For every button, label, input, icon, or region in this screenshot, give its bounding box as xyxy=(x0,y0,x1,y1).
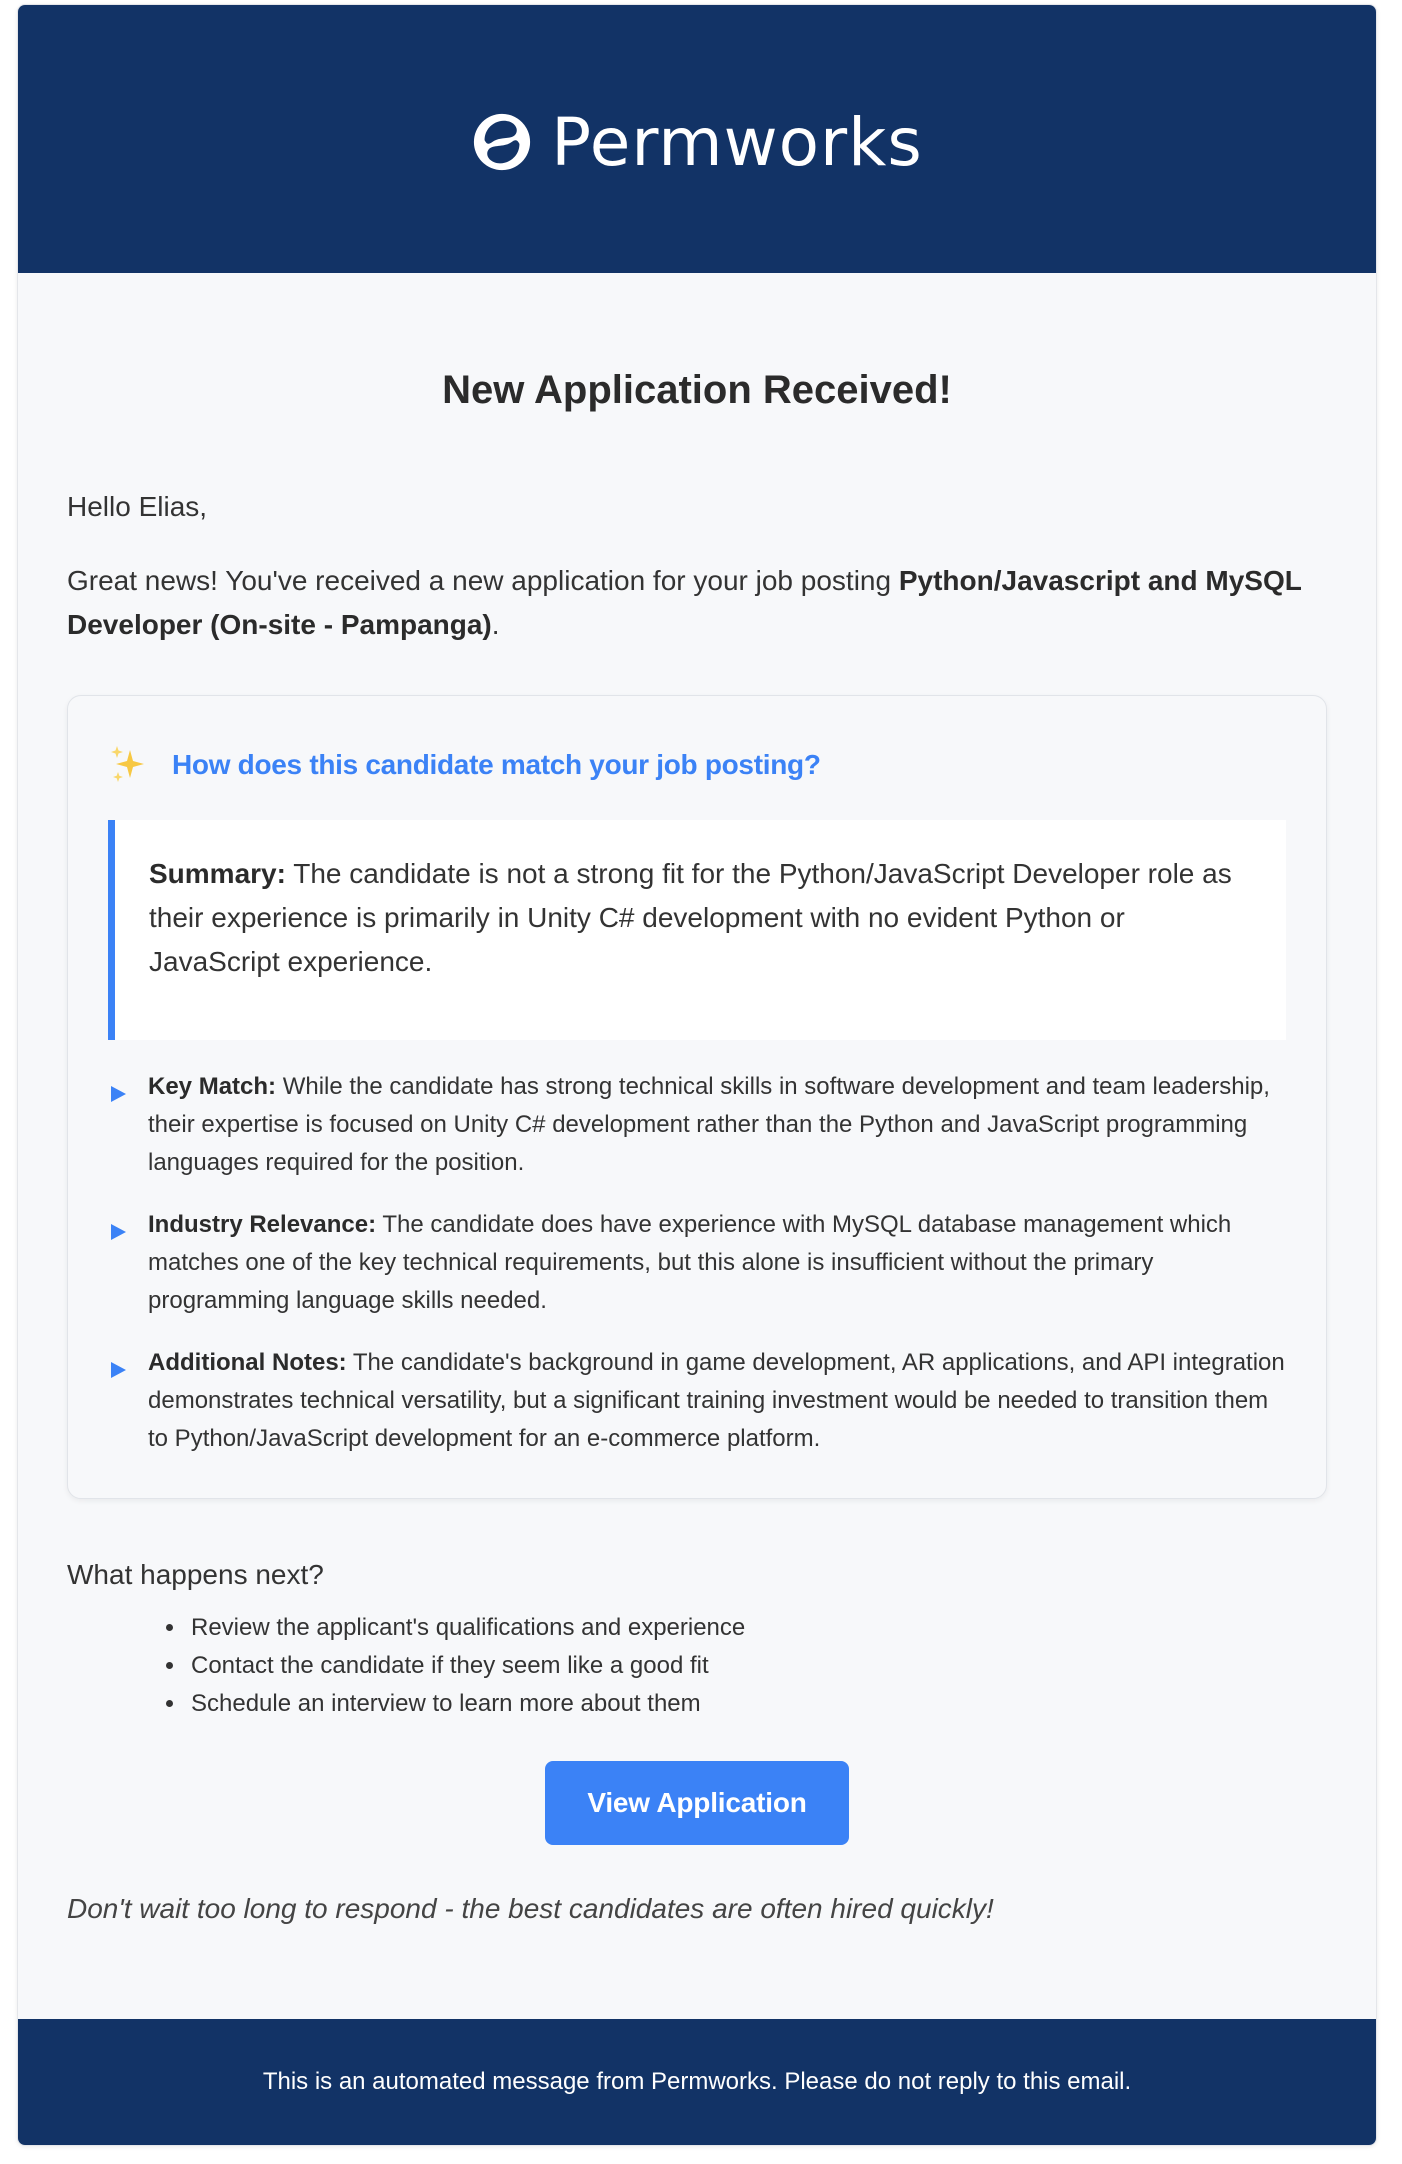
email-content xyxy=(67,273,1327,1929)
greeting: Hello Elias, xyxy=(67,491,208,522)
email-card xyxy=(17,4,1377,2146)
point-body: While the candidate has strong technical skills in software development and team leadership, their expertise is focused on Unity C# development rather than the Python and JavaScript programming languages required for the position. xyxy=(148,1073,1270,1176)
email-header xyxy=(18,5,1376,273)
sparkles-icon xyxy=(108,744,150,786)
brand xyxy=(471,104,922,181)
match-heading: How does this candidate match your job posting? xyxy=(172,749,821,780)
job-title: Python/Javascript and MySQL Developer (On-site - Pampanga) xyxy=(67,565,1302,640)
list-item xyxy=(108,1344,1286,1458)
next-steps-title: What happens next? xyxy=(67,1559,324,1590)
point-body: The candidate's background in game development, AR applications, and API integration demonstrates technical versatility, but a significant training investment would be needed to transition them to Python/JavaScript development for an e-commerce platform. xyxy=(148,1349,1285,1452)
point-body: The candidate does have experience with MySQL database management which matches one of the key technical requirements, but this alone is insufficient without the primary programming language skills needed. xyxy=(148,1211,1232,1314)
intro-suffix: . xyxy=(491,609,500,640)
list-item xyxy=(108,1068,1286,1182)
summary-block xyxy=(108,820,1286,1040)
match-heading-row xyxy=(108,744,1286,786)
email-footer xyxy=(18,2019,1376,2145)
permworks-logo-icon xyxy=(471,111,533,173)
view-application-button[interactable]: View Application xyxy=(545,1761,849,1845)
list-item: • Review the applicant's qualifications and experience xyxy=(187,1609,1327,1647)
summary-label: Summary: xyxy=(149,858,286,889)
point-label: Additional Notes: xyxy=(148,1349,347,1376)
point-label: Industry Relevance: xyxy=(148,1211,377,1238)
intro-paragraph xyxy=(67,559,1327,647)
intro-text: Great news! You've received a new application for your job posting xyxy=(67,565,899,596)
list-item: • Schedule an interview to learn more about them xyxy=(187,1685,1327,1723)
candidate-match-box xyxy=(67,695,1327,1499)
footer-text: This is an automated message from Permworks. Please do not reply to this email. xyxy=(262,2068,1132,2095)
summary-text: The candidate is not a strong fit for the Python/JavaScript Developer role as their experience is primarily in Unity C# development with no evident Python or JavaScript experience. xyxy=(149,858,1232,977)
match-points xyxy=(108,1068,1286,1458)
brand-name: Permworks xyxy=(551,103,923,181)
point-label: Key Match: xyxy=(148,1073,277,1100)
closing-note: Don't wait too long to respond - the best candidates are often hired quickly! xyxy=(67,1893,994,1924)
triangle-bullet-icon xyxy=(108,1222,148,1242)
triangle-bullet-icon xyxy=(108,1360,148,1380)
cta-wrapper xyxy=(67,1761,1327,1845)
point-text xyxy=(148,1206,1286,1320)
point-text xyxy=(148,1068,1286,1182)
triangle-bullet-icon xyxy=(108,1084,148,1104)
point-text xyxy=(148,1344,1286,1458)
list-item xyxy=(108,1206,1286,1320)
list-item: • Contact the candidate if they seem like a good fit xyxy=(187,1647,1327,1685)
email-title: New Application Received! xyxy=(442,368,952,412)
next-steps-list xyxy=(67,1609,1327,1723)
